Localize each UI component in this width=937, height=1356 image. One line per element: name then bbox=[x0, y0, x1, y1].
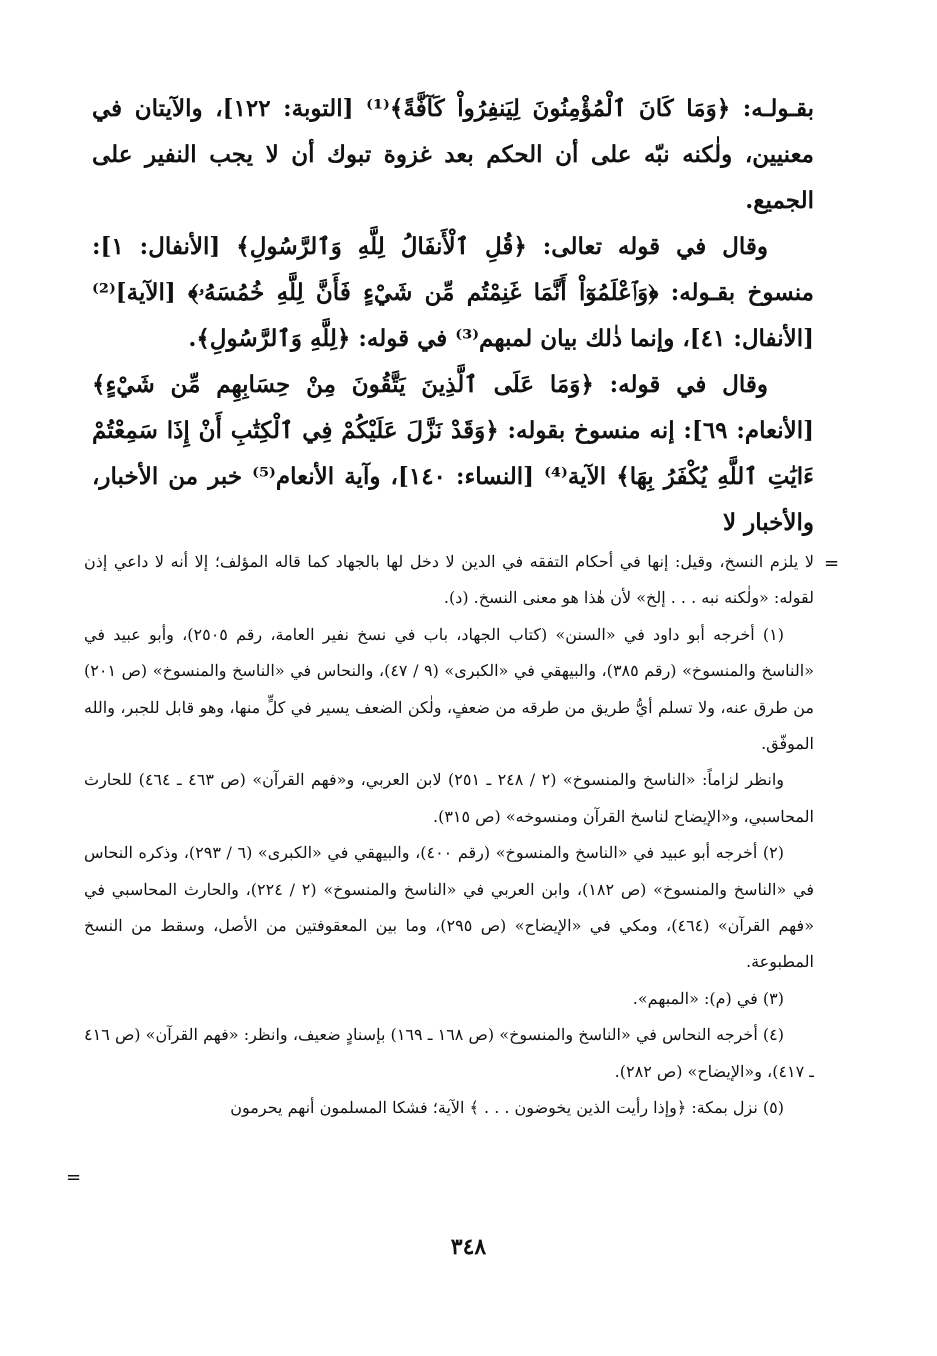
main-paragraph-2: وقال في قوله تعالى: ﴿قُلِ ٱلْأَنفَالُ لِلَّهِ وَٱلرَّسُولِ﴾ [الأنفال: ١]: منسوخ بقـوله: ﴿وَٱعْلَمُوٓاْ أَنَّمَا غَنِمْتُم مِّن شَيْءٍ فَأَنَّ لِلَّهِ خُمُسَهُۥ﴾ [الآية]⁽²⁾ [الأنفال: ٤١]، وإنما ذٰلك بيان لمبهم⁽³⁾ في قوله: ﴿لِلَّهِ وَٱلرَّسُولِ﴾. bbox=[92, 233, 814, 352]
page-number: ٣٤٨ bbox=[450, 1234, 487, 1260]
footnote-4: (٤) أخرجه النحاس في «الناسخ والمنسوخ» (ص ١٦٨ ـ ١٦٩) بإسنادٍ ضعيف، وانظر: «فهم القرآن» (ص ٤١٦ ـ ٤١٧)، و«الإيضاح» (ص ٢٨٢). bbox=[84, 1025, 814, 1081]
footnote-3: (٣) في (م): «المبهم». bbox=[632, 988, 784, 1008]
footnote-2: (٢) أخرجه أبو عبيد في «الناسخ والمنسوخ» (رقم ٤٠٠)، والبيهقي في «الكبرى» (٦ / ٢٩٣)، وذكره النحاس في «الناسخ والمنسوخ» (ص ١٨٢)، وابن العربي في «الناسخ والمنسوخ» (٢ / ٢٢٤)، والحارث المحاسبي في «فهم القرآن» (٤٦٤)، ومكي في «الإيضاح» (ص ٢٩٥)، وما بين المعقوفتين من الأصل، وسقط من النسخ المطبوعة. bbox=[84, 843, 815, 972]
footnote-5: (٥) نزل بمكة: ﴿وإذا رأيت الذين يخوضون . . . ﴾ الآية؛ فشكا المسلمون أنهم يحرمون bbox=[230, 1098, 784, 1118]
footnote-1: (١) أخرجه أبو داود في «السنن» (كتاب الجهاد، باب في نسخ نفير العامة، رقم ٢٥٠٥)، وأبو عبيد في «الناسخ والمنسوخ» (رقم ٣٨٥)، والبيهقي في «الكبرى» (٩ / ٤٧)، والنحاس في «الناسخ والمنسوخ» (ص ٢٠١) من طرق عنه، ولا تسلم أيُّ طريق من طرقه من ضعفٍ، ولٰكن الضعف يسير في كلٍّ منها، وهو قابل للجبر، والله الموفّق. bbox=[84, 624, 814, 754]
main-paragraph-3: وقال في قوله: ﴿وَمَا عَلَى ٱلَّذِينَ يَتَّقُونَ مِنْ حِسَابِهِم مِّن شَيْءٍ﴾ [الأنعام: ٦٩]: إنه منسوخ بقوله: ﴿وَقَدْ نَزَّلَ عَلَيْكُمْ فِي ٱلْكِتَٰبِ أَنْ إِذَا سَمِعْتُمْ ءَايَٰتِ ٱللَّهِ يُكْفَرُ بِهَا﴾ الآية⁽⁴⁾ [النساء: ١٤٠]، وآية الأنعام⁽⁵⁾ خبر من الأخبار، والأخبار لا bbox=[92, 371, 814, 536]
main-text bbox=[92, 86, 814, 546]
footnote-1-see-also: وانظر لزاماً: «الناسخ والمنسوخ» (٢ / ٢٤٨ ـ ٢٥١) لابن العربي، و«فهم القرآن» (ص ٤٦٣ ـ ٤٦٤) للحارث المحاسبي، و«الإيضاح لناسخ القرآن ومنسوخه» (ص ٣١٥). bbox=[84, 770, 814, 826]
main-paragraph-1: بقـولـه: ﴿وَمَا كَانَ ٱلْمُؤْمِنُونَ لِيَنفِرُواْ كَآفَّةً﴾⁽¹⁾ [التوبة: ١٢٢]، والآيتان في معنيين، ولٰكنه نبّه على أن الحكم بعد غزوة تبوك أن لا يجب النفير على الجميع. bbox=[92, 95, 814, 214]
footnote-continuation-marker: = bbox=[824, 553, 840, 574]
footnotes bbox=[84, 544, 814, 1127]
footnote-continuation: لا يلزم النسخ، وقيل: إنها في أحكام التفقه في الدين لا دخل لها بالجهاد كما قاله المؤلف؛ إلا أنه لا داعي إذن لقوله: «ولٰكنه نبه . . . إلخ» لأن هٰذا هو معنى النسخ. (د). bbox=[84, 552, 815, 608]
footnote-end-marker: = bbox=[66, 1167, 82, 1188]
